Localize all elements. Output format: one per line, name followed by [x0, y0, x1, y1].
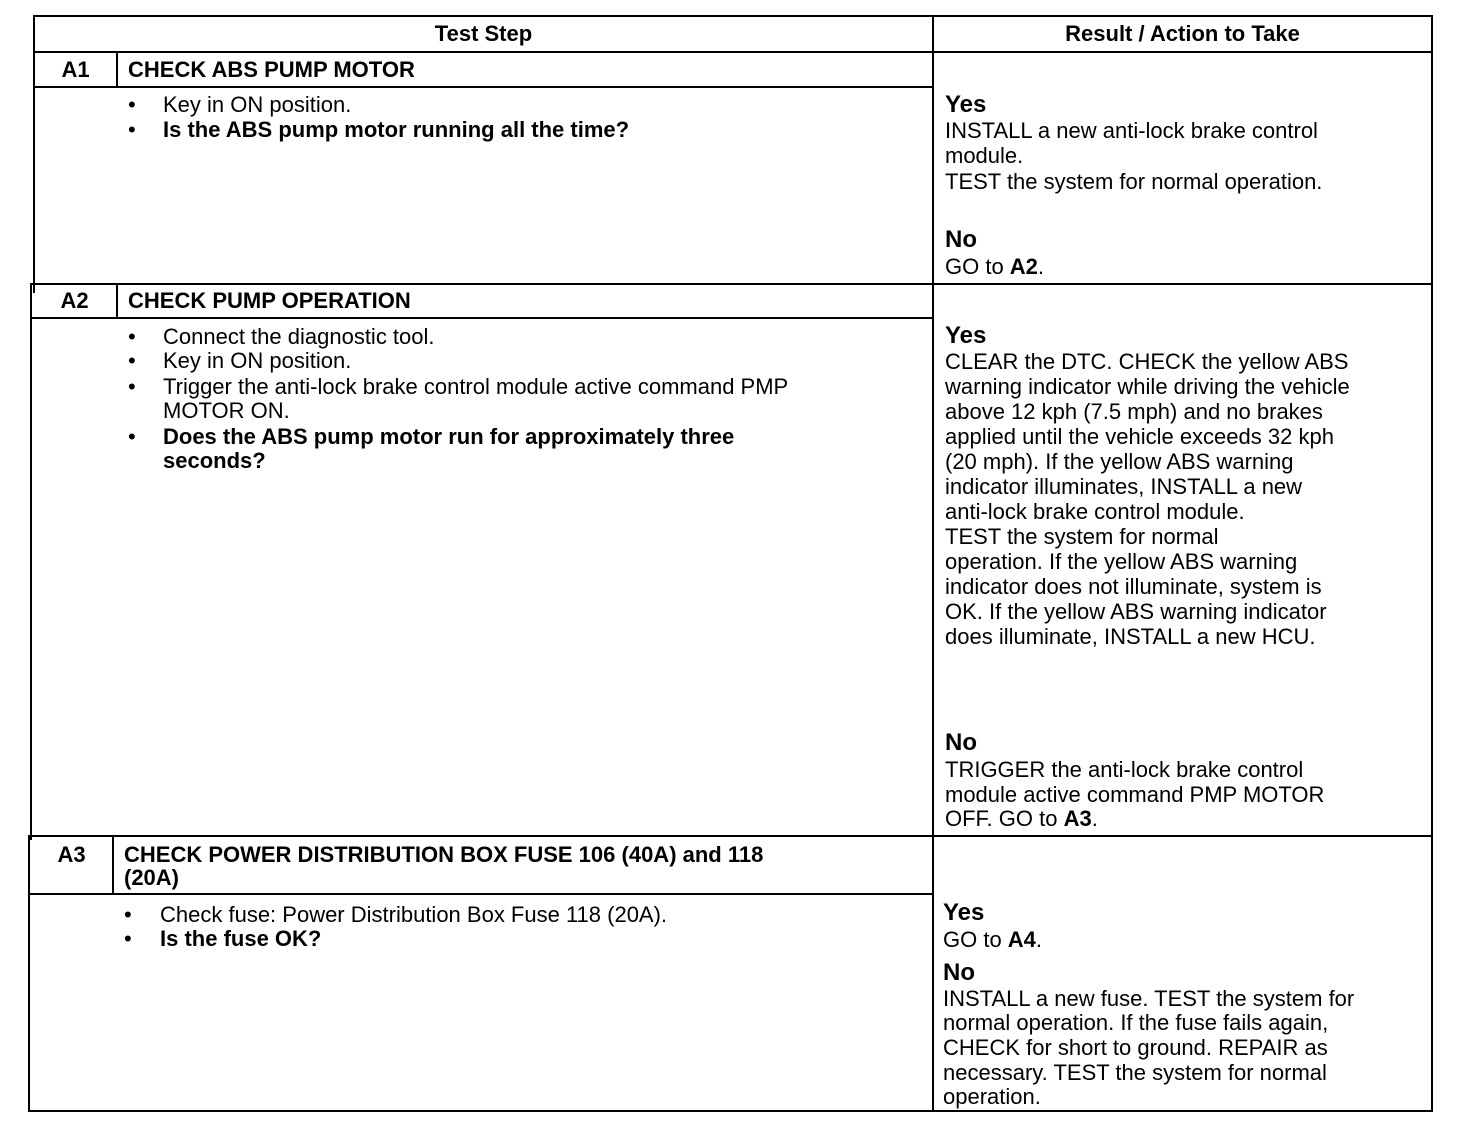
yes-label: Yes — [945, 91, 987, 118]
step-bullet: Key in ON position. — [163, 348, 352, 373]
step-bullet: Key in ON position. — [163, 92, 352, 117]
no-label: No — [943, 959, 975, 986]
step-id-divider — [116, 283, 118, 319]
yes-action-line: indicator does not illuminate, system is — [945, 574, 1322, 599]
bullet-icon: • — [128, 374, 136, 399]
yes-action-line: operation. If the yellow ABS warning — [945, 549, 1298, 574]
step-id: A1 — [61, 57, 90, 82]
bullet-icon: • — [128, 324, 136, 349]
yes-action-line: TEST the system for normal — [945, 524, 1219, 549]
no-action-text: . — [1037, 254, 1045, 279]
yes-label: Yes — [945, 322, 987, 349]
no-action-line: TRIGGER the anti-lock brake control — [945, 757, 1304, 782]
step-title-divider — [31, 317, 933, 319]
step-question-cont: seconds? — [163, 448, 266, 473]
step-title-divider — [33, 86, 933, 88]
yes-action-text: . — [1035, 927, 1043, 952]
bullet-icon: • — [124, 902, 132, 927]
step-title: CHECK ABS PUMP MOTOR — [128, 57, 415, 82]
step-question: Is the fuse OK? — [160, 926, 322, 951]
row-divider — [31, 283, 1431, 285]
step-id-divider — [116, 51, 118, 88]
bullet-icon: • — [124, 926, 132, 951]
yes-action-line: CLEAR the DTC. CHECK the yellow ABS — [945, 349, 1349, 374]
no-action-line — [945, 806, 1098, 831]
yes-label: Yes — [943, 899, 985, 926]
yes-action-line: applied until the vehicle exceeds 32 kph — [945, 424, 1334, 449]
step-bullet: Trigger the anti-lock brake control module active command PMP — [163, 374, 789, 399]
step-reference: A3 — [1063, 806, 1092, 831]
column-divider — [932, 15, 934, 1112]
no-action-line — [945, 254, 1044, 279]
no-label: No — [945, 729, 977, 756]
no-action-line: normal operation. If the fuse fails again, — [943, 1010, 1329, 1035]
yes-action-line: above 12 kph (7.5 mph) and no brakes — [945, 399, 1323, 424]
yes-action-line: indicator illuminates, INSTALL a new — [945, 474, 1303, 499]
no-label: No — [945, 226, 977, 253]
no-action-line: module active command PMP MOTOR — [945, 782, 1325, 807]
no-action-text: . — [1091, 806, 1098, 831]
step-bullet: Connect the diagnostic tool. — [163, 324, 435, 349]
table-border-right — [1431, 15, 1433, 1112]
yes-action-line: (20 mph). If the yellow ABS warning — [945, 449, 1294, 474]
no-action-line: necessary. TEST the system for normal — [943, 1060, 1327, 1085]
header-test-step: Test Step — [434, 21, 533, 46]
bullet-icon: • — [128, 92, 136, 117]
step-bullet-cont: MOTOR ON. — [163, 398, 290, 423]
step-title: CHECK PUMP OPERATION — [128, 288, 411, 313]
step-title: CHECK POWER DISTRIBUTION BOX FUSE 106 (40A) and 118 — [124, 842, 764, 867]
bullet-icon: • — [128, 117, 136, 142]
step-reference: A2 — [1009, 254, 1038, 279]
table-border-bottom — [28, 1110, 1431, 1112]
step-title-cont: (20A) — [124, 865, 180, 890]
step-title-divider — [29, 893, 933, 895]
table-border-top — [33, 15, 1433, 17]
yes-action-line: does illuminate, INSTALL a new HCU. — [945, 624, 1316, 649]
step-id: A2 — [60, 288, 89, 313]
step-bullet: Check fuse: Power Distribution Box Fuse 118 (20A). — [160, 902, 668, 927]
step-id-divider — [112, 835, 114, 895]
header-divider — [33, 51, 1433, 53]
no-action-line: INSTALL a new fuse. TEST the system for — [943, 986, 1355, 1011]
step-question: Is the ABS pump motor running all the time? — [163, 117, 630, 142]
step-id: A3 — [57, 842, 86, 867]
yes-action-line: warning indicator while driving the vehicle — [945, 374, 1350, 399]
no-action-line: CHECK for short to ground. REPAIR as — [943, 1035, 1328, 1060]
step-reference: A4 — [1007, 927, 1036, 952]
yes-action-line: OK. If the yellow ABS warning indicator — [945, 599, 1327, 624]
no-action-text: OFF. GO to — [945, 806, 1064, 831]
yes-action-line: anti-lock brake control module. — [945, 499, 1245, 524]
step-question: Does the ABS pump motor run for approximately three — [163, 424, 735, 449]
bullet-icon: • — [128, 348, 136, 373]
bullet-icon: • — [128, 424, 136, 449]
table-border-left — [28, 835, 30, 1112]
yes-action-text: GO to — [943, 927, 1008, 952]
table-border-left — [30, 283, 32, 840]
row-divider — [29, 835, 1431, 837]
no-action-text: GO to — [945, 254, 1010, 279]
yes-action-line: INSTALL a new anti-lock brake control — [945, 118, 1318, 143]
yes-action-line: module. — [945, 143, 1024, 168]
no-action-line: operation. — [943, 1084, 1041, 1109]
header-result-action: Result / Action to Take — [1065, 21, 1300, 46]
yes-action-line — [943, 927, 1042, 952]
yes-action-line: TEST the system for normal operation. — [945, 169, 1323, 194]
